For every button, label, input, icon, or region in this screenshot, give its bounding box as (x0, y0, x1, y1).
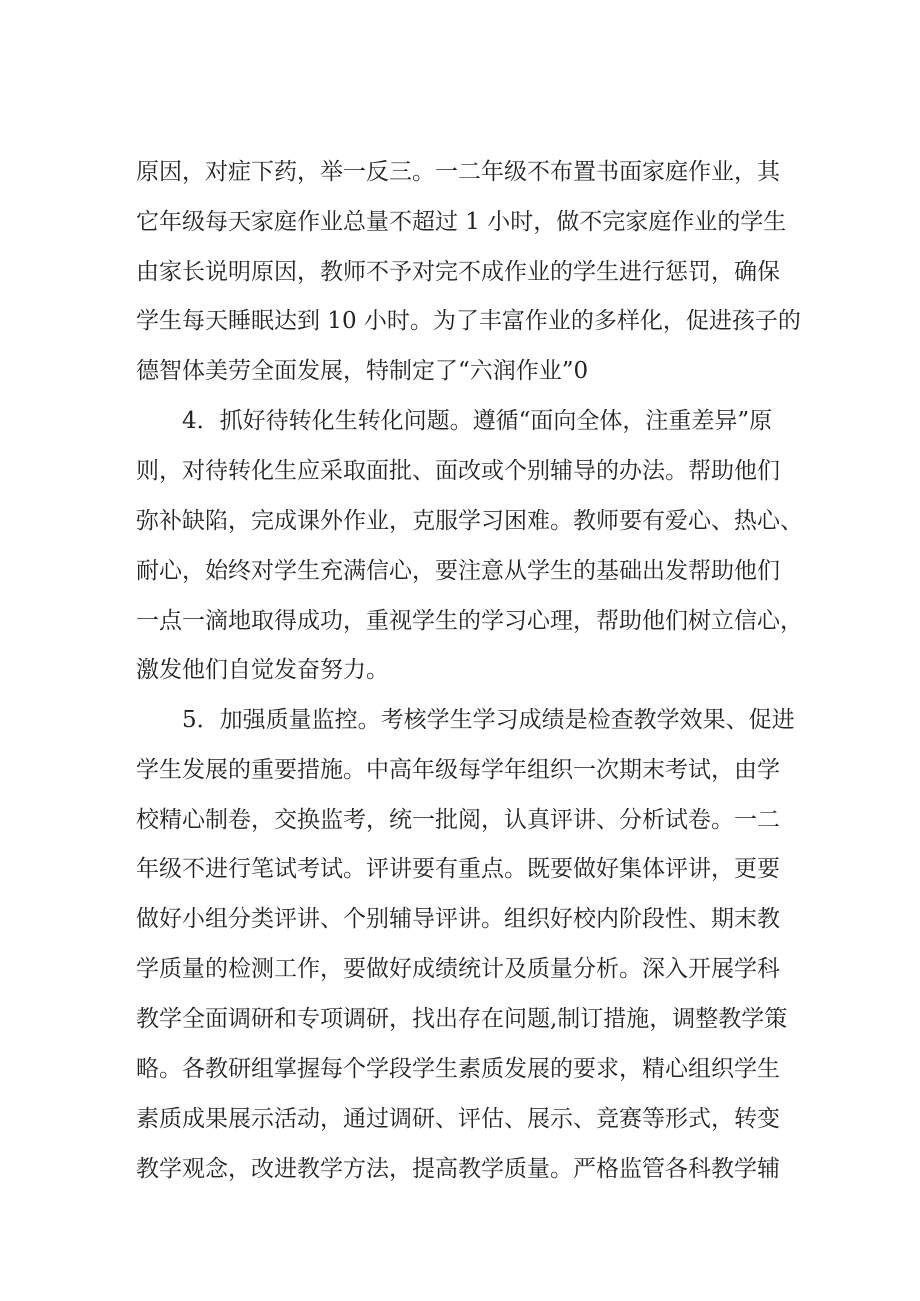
text-line: 年级不进行笔试考试。评讲要有重点。既要做好集体评讲，更要 (136, 856, 780, 882)
text-line: 学生发展的重要措施。中高年级每学年组织一次期末考试，由学 (136, 757, 780, 783)
text-line: 学生每天睡眠达到 10 小时。为了丰富作业的多样化，促进孩子的 (136, 308, 801, 334)
text-line: 素质成果展示活动，通过调研、评估、展示、竞赛等形式，转变 (136, 1106, 780, 1132)
text-line: 略。各教研组掌握每个学段学生素质发展的要求，精心组织学生 (136, 1056, 780, 1082)
text-line: 原因，对症下药，举一反三。一二年级不布置书面家庭作业，其 (136, 159, 780, 185)
text-line: 由家长说明原因，教师不予对完不成作业的学生进行惩罚，确保 (136, 259, 780, 285)
text-line: 校精心制卷，交换监考，统一批阅，认真评讲、分析试卷。一二 (136, 807, 780, 833)
text-line: 学质量的检测工作，要做好成绩统计及质量分析。深入开展学科 (136, 956, 780, 982)
text-line: 一点一滴地取得成功，重视学生的学习心理，帮助他们树立信心， (136, 608, 803, 634)
text-line: 弥补缺陷，完成课外作业，克服学习困难。教师要有爱心、热心、 (136, 508, 803, 534)
text-line: 它年级每天家庭作业总量不超过 1 小时，做不完家庭作业的学生 (136, 209, 787, 235)
text-line: 德智体美劳全面发展，特制定了“六润作业”0 (136, 358, 589, 384)
text-line: 4．抓好待转化生转化问题。遵循“面向全体，注重差异”原 (182, 408, 773, 434)
text-line: 做好小组分类评讲、个别辅导评讲。组织好校内阶段性、期末教 (136, 906, 780, 932)
text-line: 教学全面调研和专项调研，找出存在问题,制订措施，调整教学策 (136, 1006, 788, 1032)
text-line: 激发他们自觉发奋努力。 (136, 657, 389, 683)
text-line: 5．加强质量监控。考核学生学习成绩是检查教学效果、促进 (182, 707, 795, 733)
text-line: 耐心，始终对学生充满信心，要注意从学生的基础出发帮助他们 (136, 558, 780, 584)
text-line: 教学观念，改进教学方法，提高教学质量。严格监管各科教学辅 (136, 1156, 780, 1182)
text-line: 则，对待转化生应采取面批、面改或个别辅导的办法。帮助他们 (136, 458, 780, 484)
